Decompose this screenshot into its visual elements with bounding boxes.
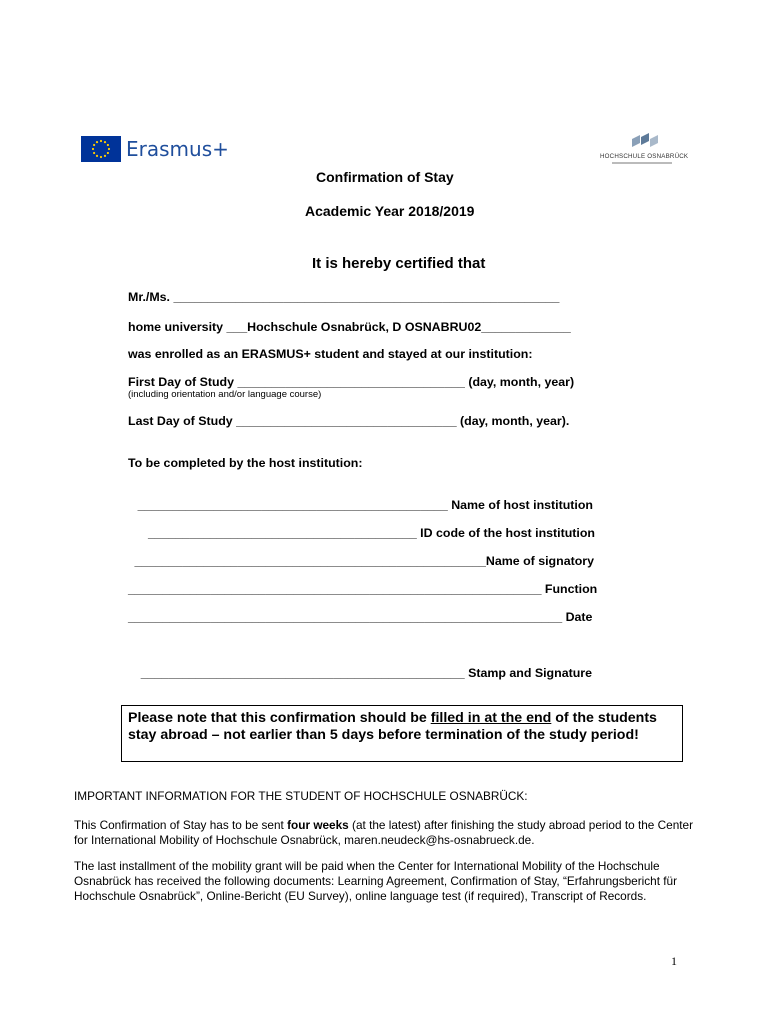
erasmus-wordmark: Erasmus+ [126,137,229,161]
info-paragraph-2: The last installment of the mobility grant will be paid when the Center for International Mobility of the Hochschule Osnabrück has received the following documents: Learning Agreement, Confirmation of Stay, “Erfahrungsbericht für Hochschule Osnabrück”, Online-Bericht (EU Survey), online language test (if required), Transcript of Records. [74,859,678,903]
notice-text-start: Please note that this confirmation should be [128,710,431,726]
hochschule-wordmark: HOCHSCHULE OSNABRÜCK [600,153,689,160]
academic-year: Academic Year 2018/2019 [305,203,475,219]
host-id-code-line[interactable]: _______________________________________ ID code of the host institution [147,526,595,540]
student-name-field[interactable]: Mr./Ms. ________________________________________________________ [128,290,560,304]
host-name-line[interactable]: _____________________________________________ Name of host institution [137,498,593,512]
host-heading: To be completed by the host institution: [128,456,363,470]
notice-emphasis: filled in at the end [430,710,552,726]
logo-subline [612,162,672,164]
notice-text-end: of the students stay abroad – not earlier than 5 days before termination of the study period! [128,710,657,743]
first-day-field[interactable]: First Day of Study _________________________________ (day, month, year) [128,375,575,389]
hochschule-logo [600,133,690,169]
last-day-field[interactable]: Last Day of Study ________________________________ (day, month, year). [128,414,570,428]
enrolled-statement: was enrolled as an ERASMUS+ student and stayed at our institution: [128,347,533,361]
certified-heading: It is hereby certified that [312,255,486,272]
eu-flag-icon [81,136,121,162]
home-university-field[interactable]: home university ___Hochschule Osnabrück, D OSNABRU02_____________ [128,320,571,334]
info-p1-start: This Confirmation of Stay has to be sent [74,818,288,832]
signatory-name-line[interactable]: ___________________________________________________Name of signatory [134,554,594,568]
info-p1-end: (at the latest) after finishing the study abroad period to the Center for International Mobility of Hochschule Osnabrück, maren.neudeck@hs-osnabrueck.de. [74,818,694,847]
info-p1-emphasis: four weeks [287,818,349,832]
first-day-note: (including orientation and/or language course) [128,389,322,400]
info-heading: IMPORTANT INFORMATION FOR THE STUDENT OF HOCHSCHULE OSNABRÜCK: [74,789,528,803]
hochschule-mark-icon [630,133,660,149]
page-number: 1 [671,954,677,968]
erasmus-logo [81,135,229,163]
document-title: Confirmation of Stay [316,169,454,185]
stamp-signature-line[interactable]: _______________________________________________ Stamp and Signature [140,666,592,680]
info-paragraph-1 [74,818,696,848]
function-line[interactable]: ____________________________________________________________ Function [128,582,598,596]
date-line[interactable]: _______________________________________________________________ Date [128,610,593,624]
notice-box [121,705,683,762]
